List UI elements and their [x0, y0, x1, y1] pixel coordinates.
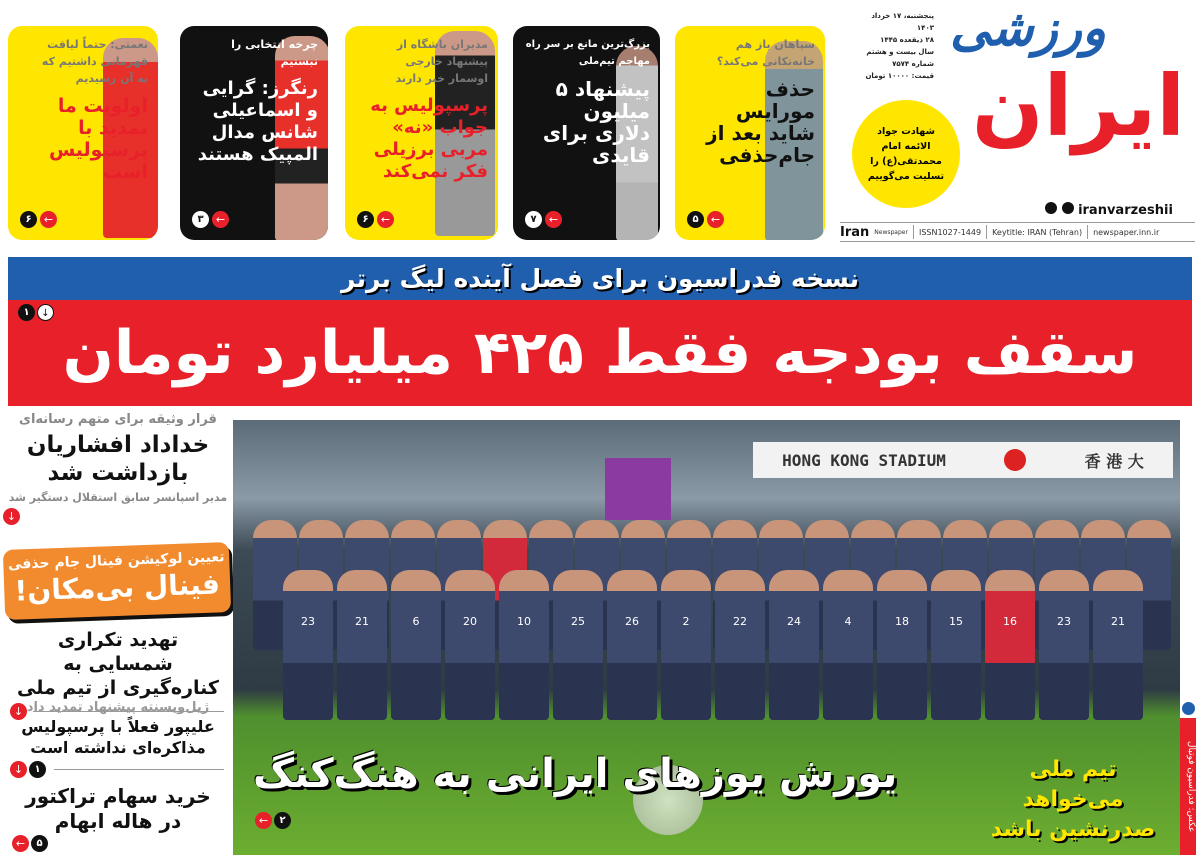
player-figure: 18 [877, 570, 927, 720]
player-figure: 21 [1093, 570, 1143, 720]
player-figure: 21 [337, 570, 387, 720]
banner-kicker-bar [8, 257, 1192, 300]
arrow-left-icon: ← [707, 211, 724, 228]
arrow-left-icon: ← [255, 812, 272, 829]
banner-kicker: نسخه فدراسیون برای فصل آینده لیگ برتر [341, 264, 859, 293]
photo-subhead: تیم ملی می‌خواهد صدرنشین باشد [990, 757, 1156, 842]
card-headline: اولویت ما تمدید با پرسپولیس است [48, 95, 148, 183]
story-headline: خرید سهام تراکتور در هاله ابهام [25, 784, 211, 833]
page-number: ۱ [29, 761, 46, 778]
teaser-card-sepahan[interactable] [675, 26, 825, 240]
card-kicker: چرخه انتخابی را نبستیم [231, 38, 318, 68]
card-headline: حذف مورایس شاید بعد از جام‌حذفی [706, 77, 815, 167]
page-number: ۳ [192, 211, 209, 228]
meta-year: سال بیست و هشتم [866, 48, 934, 56]
arrow-down-icon: ↓ [10, 703, 27, 720]
meta-price: قیمت: ۱۰۰۰۰ تومان [865, 72, 934, 80]
page-number: ۷ [525, 211, 542, 228]
players-group [253, 500, 1180, 730]
story-kicker: قرار وثیقه برای متهم رسانه‌ای [19, 412, 217, 427]
card-kicker: مدیران باشگاه از پیشنهاد خارجی اوسمار خبر دارند [395, 38, 488, 85]
player-figure: 4 [823, 570, 873, 720]
page-number: ۶ [357, 211, 374, 228]
story-headline: علیپور فعلاً با پرسپولیس مذاکره‌ای نداشته است [21, 717, 215, 757]
sidebar-story-final-venue[interactable] [3, 542, 231, 620]
story-headline: تهدید تکراری شمسایی به کناره‌گیری از تیم ملی [17, 629, 219, 699]
page-number: ۶ [20, 211, 37, 228]
arrow-left-icon: ← [377, 211, 394, 228]
banner-headline-bar[interactable] [8, 300, 1192, 406]
player-figure: 16 [985, 570, 1035, 720]
player-figure: 10 [499, 570, 549, 720]
card-kicker: بزرگ‌ترین مانع بر سر راه مهاجم تیم‌ملی [525, 39, 650, 67]
social-handle[interactable]: iranvarzeshii [1045, 202, 1173, 218]
story-headline: فینال بی‌مکان! [14, 567, 221, 608]
issue-meta [854, 10, 934, 82]
teaser-card-nemati[interactable] [8, 26, 158, 240]
sidebar-story-afshariyan[interactable] [6, 412, 230, 525]
masthead [840, 0, 1195, 245]
player-figure: 2 [661, 570, 711, 720]
logo-main: ایران [971, 57, 1185, 155]
keytitle: Keytitle: IRAN (Tehran) [992, 227, 1083, 237]
stadium-sign: HONG KONG STADIUM 香 港 大 [753, 442, 1173, 478]
page-number: ۲ [274, 812, 291, 829]
team-photo [233, 420, 1180, 855]
story-kicker: ژیل‌ویسنته پیشنهاد تمدید داد [26, 700, 210, 715]
instagram-icon [1062, 202, 1074, 214]
condolence-badge [852, 100, 960, 208]
card-headline: پیشنهاد ۵ میلیون دلاری برای قایدی [542, 77, 650, 167]
player-figure: 23 [283, 570, 333, 720]
photo-headline: یورش یوزهای ایرانی به هنگ‌کنگ [253, 751, 898, 797]
newspaper-label: Newspaper [874, 228, 908, 236]
teaser-card-persepolis-coach[interactable] [345, 26, 498, 240]
teaser-card-rangraz[interactable] [180, 26, 328, 240]
page-number: ۵ [31, 835, 48, 852]
teaser-card-ghayedi[interactable] [513, 26, 660, 240]
banner-headline: سقف بودجه فقط ۴۲۵ میلیارد تومان [62, 318, 1138, 388]
info-icon [1182, 702, 1195, 715]
website[interactable]: newspaper.inn.ir [1093, 227, 1160, 237]
card-kicker: نعمتی: حتماً لیاقت قهرمانی داشتیم که به آن رسیدیم [41, 38, 148, 85]
card-headline: رنگرز: گرایی و اسماعیلی شانس مدال المپیک هستند [197, 78, 318, 165]
arrow-down-icon: ↓ [3, 508, 20, 525]
card-headline: پرسپولیس به جواب «نه» مربی برزیلی فکر نمی‌کند [370, 95, 488, 182]
arrow-left-icon: ← [212, 211, 229, 228]
player-figure: 20 [445, 570, 495, 720]
arrow-left-icon: ← [12, 835, 29, 852]
arrow-left-icon: ← [545, 211, 562, 228]
meta-issue: شماره ۷۵۷۴ [892, 60, 934, 68]
page-number: ۱ [18, 304, 35, 321]
meta-hijri: ۲۸ ذیقعده ۱۴۴۵ [880, 36, 934, 44]
condolence-text: شهادت جواد الائمه امام محمدتقی(ع) را تسلیت می‌گوییم [867, 126, 945, 182]
story-kicker: تعیین لوکیشن فینال جام حذفی [7, 549, 225, 573]
story-subhead: مدیر اسپانسر سابق استقلال دستگیر شد [8, 491, 228, 504]
stadium-logo [1004, 449, 1026, 471]
photo-credit: عکس: فدراسیون فوتبال [1180, 718, 1196, 855]
player-figure: 22 [715, 570, 765, 720]
masthead-footer [840, 222, 1195, 242]
card-kicker: سپاهان باز هم خانه‌تکانی می‌کند؟ [716, 38, 815, 68]
sidebar-story-tractor[interactable] [6, 784, 230, 852]
logo-top: ورزشی [950, 0, 1107, 57]
arrow-down-icon: ↓ [10, 761, 27, 778]
meta-date: پنجشنبه، ۱۷ خرداد ۱۴۰۳ [871, 12, 934, 32]
player-figure: 26 [607, 570, 657, 720]
arrow-down-icon: ↓ [37, 304, 54, 321]
player-figure: 6 [391, 570, 441, 720]
sidebar-story-alipour[interactable] [6, 700, 230, 778]
issn: ISSN1027-1449 [918, 227, 982, 237]
iran-logo: Iran [840, 224, 870, 240]
story-headline: خداداد افشاریان بازداشت شد [26, 432, 210, 486]
page-number: ۵ [687, 211, 704, 228]
player-figure: 23 [1039, 570, 1089, 720]
player-figure: 24 [769, 570, 819, 720]
player-figure: 25 [553, 570, 603, 720]
player-figure: 15 [931, 570, 981, 720]
telegram-icon [1045, 202, 1057, 214]
arrow-left-icon: ← [40, 211, 57, 228]
